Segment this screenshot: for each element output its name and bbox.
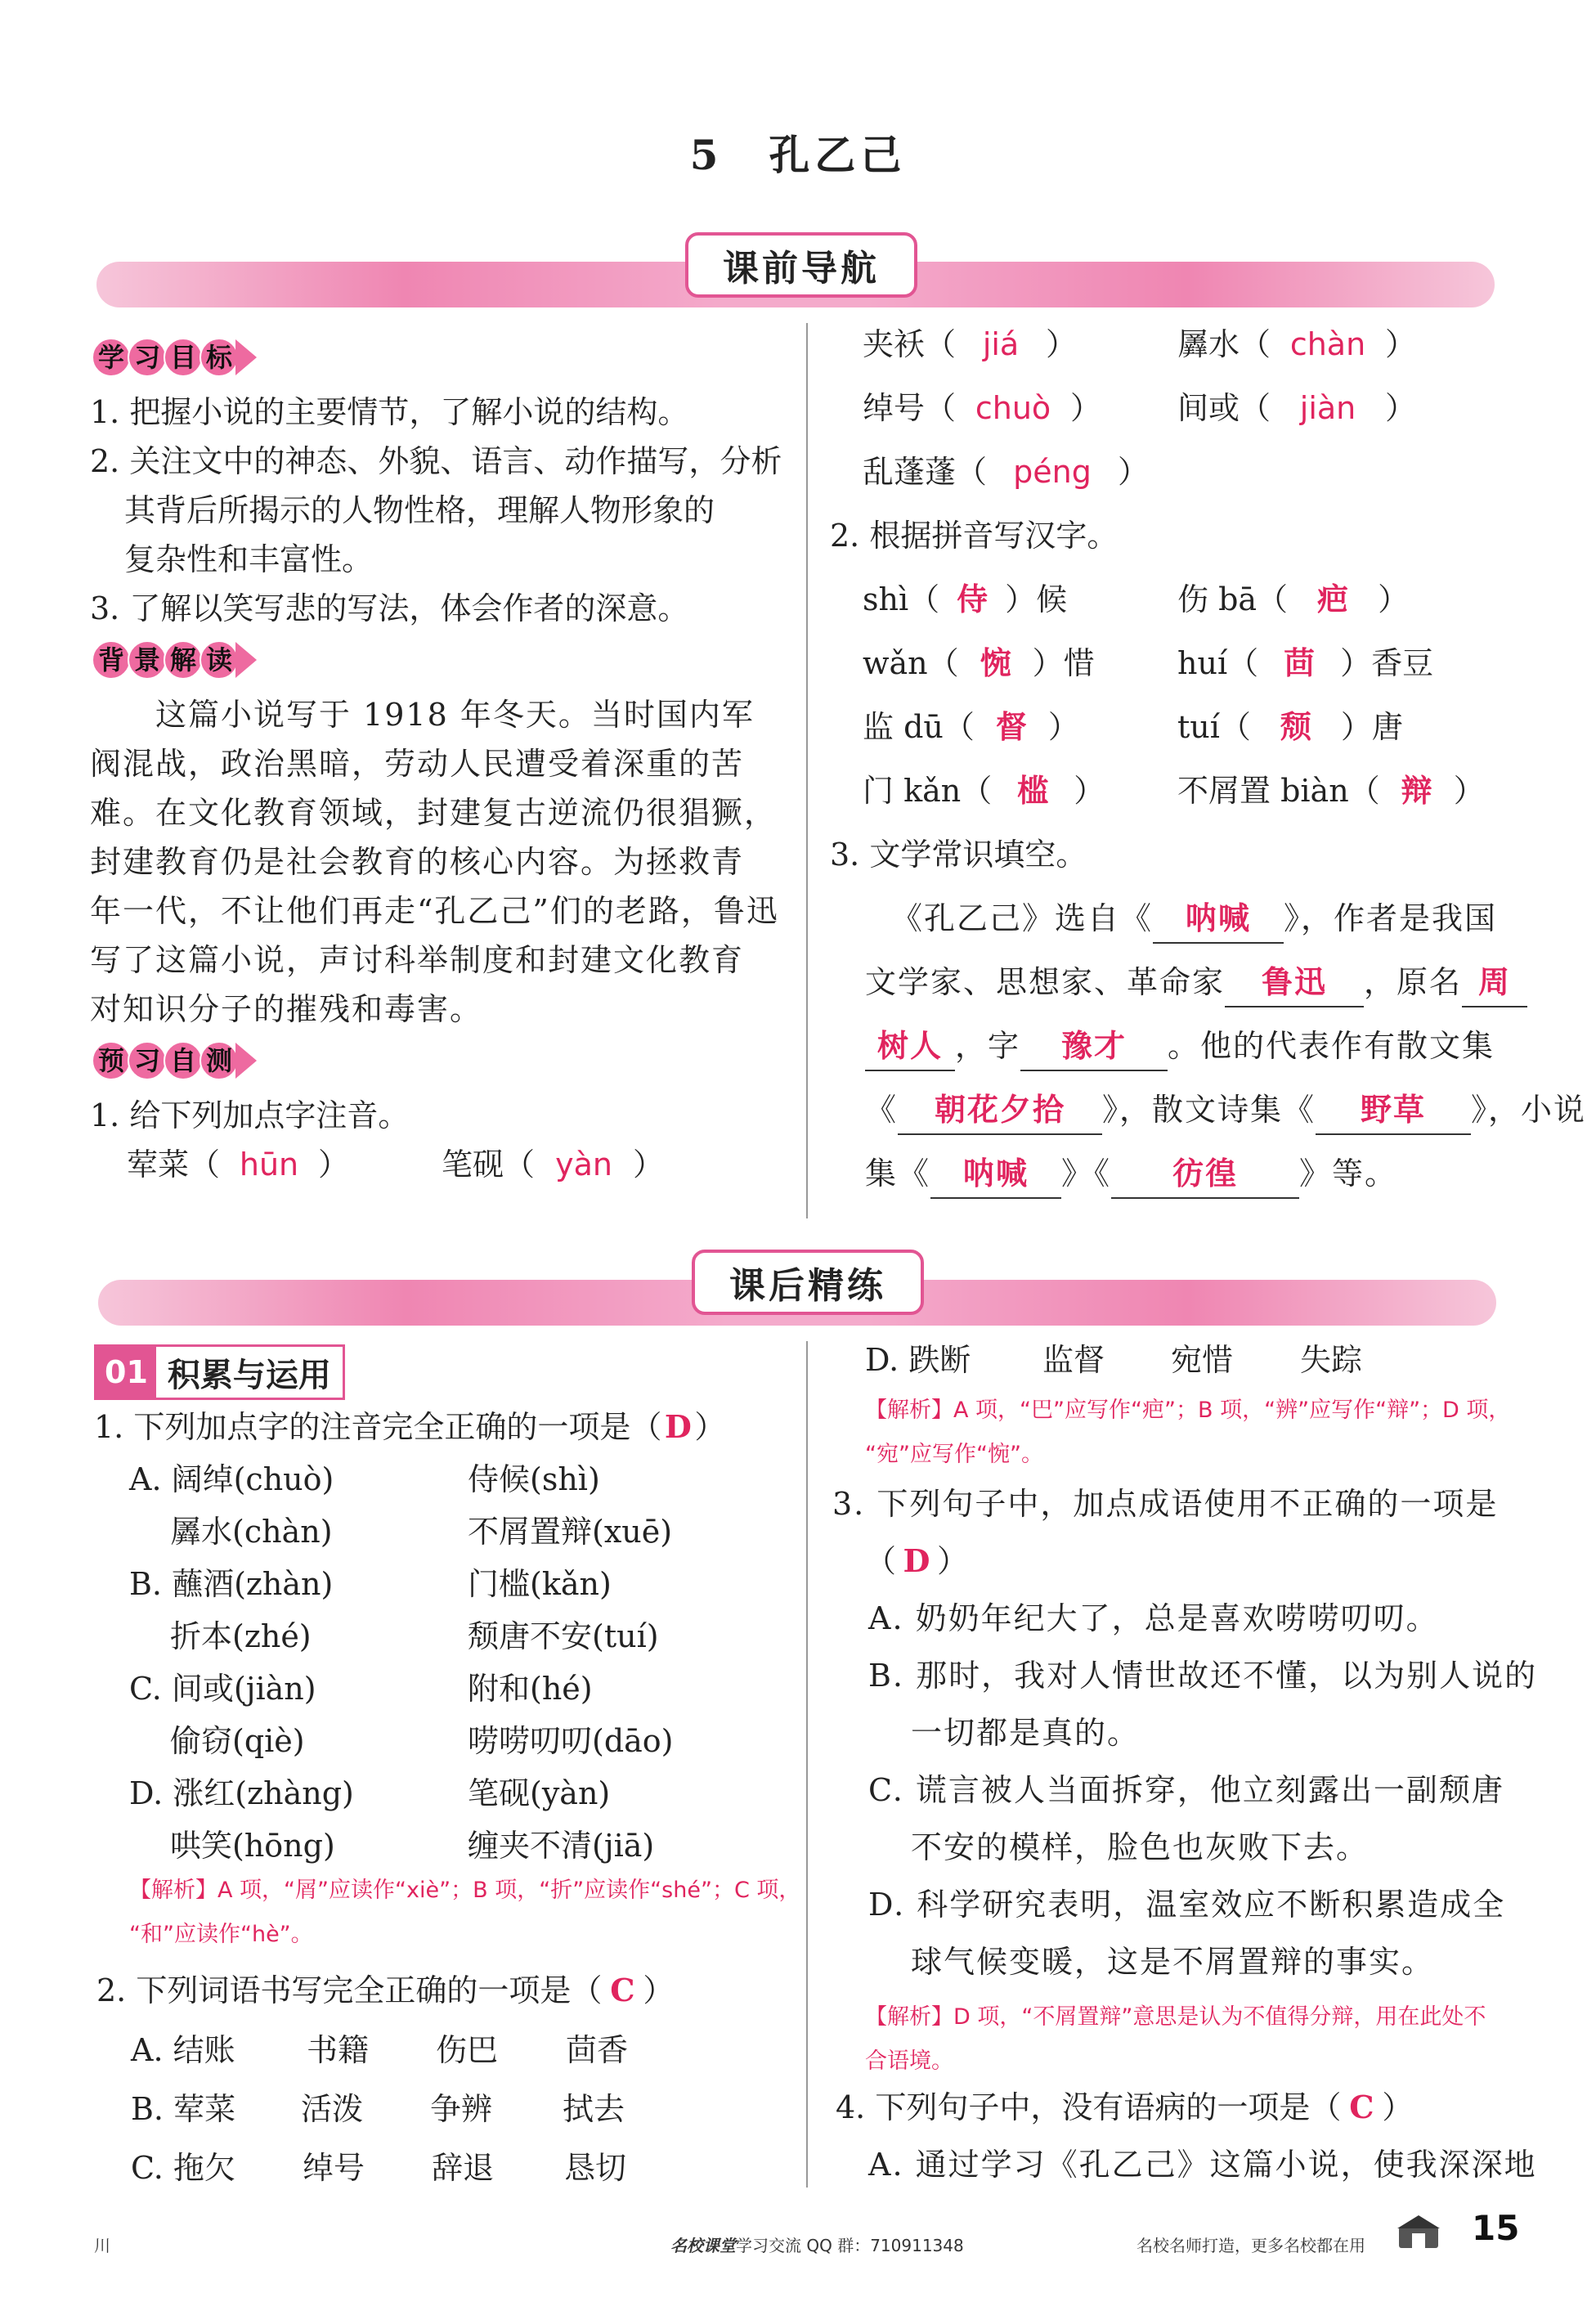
q2-analysis: 【解析】A 项，“巴”应写作“疤”；B 项，“辨”应写作“辩”；D 项， bbox=[865, 1398, 1511, 1423]
tag-char: 预 bbox=[92, 1041, 131, 1080]
q2-option: 争辨 bbox=[430, 2091, 493, 2127]
preview-q1: 1. 给下列加点字注音。 bbox=[90, 1097, 410, 1133]
goal-2: 2. 关注文中的神态、外貌、语言、动作描写，分析 bbox=[90, 443, 782, 479]
q1-analysis-cont: “和”应读作“hè”。 bbox=[129, 1922, 313, 1947]
q3-option: B. 那时，我对人情世故还不懂，以为别人说的 bbox=[868, 1658, 1538, 1694]
practice-q3-answer: （ D ） bbox=[865, 1542, 969, 1579]
background-line: 年一代，不让他们再走“孔乙己”们的老路，鲁迅 bbox=[90, 893, 779, 929]
practice-q3: 3. 下列句子中，加点成语使用不正确的一项是 bbox=[832, 1486, 1499, 1522]
q3-option: D. 科学研究表明，温室效应不断积累造成全 bbox=[868, 1887, 1506, 1923]
section-number: 01 bbox=[96, 1347, 156, 1398]
q2-option: 茴香 bbox=[566, 2032, 629, 2068]
goal-2-cont: 其背后所揭示的人物性格，理解人物形象的 bbox=[124, 492, 715, 528]
pinyin-item: 荤菜（ hūn ） bbox=[127, 1147, 350, 1182]
q1-option: 附和(hé) bbox=[468, 1671, 593, 1707]
q3-line2: 文学家、思想家、革命家 鲁迅 ，原名 周 bbox=[865, 958, 1527, 1007]
q2-option: 拭去 bbox=[563, 2091, 625, 2127]
q3-option: C. 谎言被人当面拆穿，他立刻露出一副颓唐 bbox=[868, 1772, 1504, 1808]
q1-option: 侍候(shì) bbox=[468, 1461, 600, 1497]
q1-option: 颓唐不安(tuí) bbox=[468, 1618, 659, 1654]
q1-option: 笔砚(yàn) bbox=[468, 1775, 611, 1811]
q1-option: D. 涨红(zhàng) bbox=[129, 1775, 354, 1811]
hanzi-item: huí（ 茴 ）香豆 bbox=[1177, 644, 1434, 681]
q1-option: C. 间或(jiàn) bbox=[129, 1671, 316, 1707]
q1-analysis: 【解析】A 项，“屑”应读作“xiè”；B 项，“折”应读作“shé”；C 项， bbox=[129, 1878, 801, 1903]
q2-option: B. 荤菜 bbox=[131, 2091, 236, 2127]
page-number: 15 bbox=[1472, 2208, 1520, 2248]
goal-3: 3. 了解以笑写悲的写法，体会作者的深意。 bbox=[90, 590, 689, 626]
q2-option: 绰号 bbox=[303, 2150, 365, 2186]
hanzi-item: 不屑置 biàn（ 辩 ） bbox=[1177, 772, 1485, 809]
q3-line3: 树人 ，字 豫才 。他的代表作有散文集 bbox=[865, 1022, 1495, 1071]
q3-line4: 《 朝花夕拾 》，散文诗集《 野草 》，小说 bbox=[865, 1086, 1586, 1135]
q2-option: 书籍 bbox=[307, 2032, 370, 2068]
q3-option: A. 奶奶年纪大了，总是喜欢唠唠叨叨。 bbox=[868, 1600, 1439, 1636]
tag-char: 目 bbox=[164, 338, 203, 377]
q2-option: 宛惜 bbox=[1171, 1342, 1234, 1378]
hanzi-item: 监 dū（ 督 ） bbox=[863, 708, 1079, 745]
q2-option: 恳切 bbox=[564, 2150, 627, 2186]
q3-option: 球气候变暖，这是不屑置辩的事实。 bbox=[911, 1944, 1435, 1980]
q1-option: 不屑置辩(xuē) bbox=[468, 1514, 673, 1550]
pinyin-item: 羼水（ chàn ） bbox=[1177, 326, 1417, 362]
tag-background bbox=[92, 639, 257, 680]
hanzi-item: wǎn（ 惋 ）惜 bbox=[863, 644, 1095, 681]
tag-char: 读 bbox=[200, 640, 239, 680]
banner-post-class-label: 课后精练 bbox=[692, 1250, 924, 1315]
hanzi-item: 伤 bā（ 疤 ） bbox=[1177, 581, 1410, 617]
q2-option: 伤巴 bbox=[436, 2032, 499, 2068]
preview-q3: 3. 文学常识填空。 bbox=[830, 837, 1087, 873]
tag-arrow bbox=[235, 642, 257, 678]
q3-analysis-cont: 合语境。 bbox=[865, 2048, 953, 2074]
q2-option: C. 拖欠 bbox=[131, 2150, 235, 2186]
logo-icon bbox=[1394, 2212, 1443, 2253]
q2-option: 失踪 bbox=[1300, 1342, 1363, 1378]
hanzi-item: 门 kǎn（ 槛 ） bbox=[863, 772, 1105, 809]
tag-char: 标 bbox=[200, 338, 239, 377]
q1-option: 哄笑(hōng) bbox=[170, 1828, 335, 1864]
pinyin-item: 间或（ jiàn ） bbox=[1177, 390, 1417, 426]
hanzi-item: tuí（ 颓 ）唐 bbox=[1177, 708, 1403, 745]
q1-option: 折本(zhé) bbox=[170, 1618, 312, 1654]
footer-center: 名校课堂学习交流 QQ 群：710911348 bbox=[670, 2236, 964, 2255]
q1-option: A. 阔绰(chuò) bbox=[129, 1461, 334, 1497]
tag-preview bbox=[92, 1040, 257, 1081]
q4-option: A. 通过学习《孔乙己》这篇小说，使我深深地 bbox=[868, 2147, 1537, 2183]
footer-right: 名校名师打造，更多名校都在用 bbox=[1136, 2236, 1365, 2255]
hanzi-item: shì（ 侍 ）候 bbox=[863, 581, 1068, 617]
q1-option: 唠唠叨叨(dāo) bbox=[468, 1723, 674, 1759]
tag-char: 学 bbox=[92, 338, 131, 377]
q2-option: 辞退 bbox=[432, 2150, 495, 2186]
q3-option: 不安的模样，脸色也灰败下去。 bbox=[911, 1829, 1370, 1865]
tag-char: 习 bbox=[128, 338, 167, 377]
tag-char: 测 bbox=[200, 1041, 239, 1080]
tag-char: 景 bbox=[128, 640, 167, 680]
tag-char: 背 bbox=[92, 640, 131, 680]
pinyin-item: 夹袄（ jiá ） bbox=[863, 326, 1078, 362]
q1-option: 羼水(chàn) bbox=[170, 1514, 333, 1550]
pinyin-item: 乱蓬蓬（ péng ） bbox=[863, 454, 1150, 490]
tag-char: 解 bbox=[164, 640, 203, 680]
background-line: 对知识分子的摧残和毒害。 bbox=[90, 991, 483, 1027]
q3-line1: 《孔乙己》选自《 呐喊 》，作者是我国 bbox=[891, 895, 1497, 944]
footer-left: 川 bbox=[94, 2236, 110, 2255]
q2-option: A. 结账 bbox=[131, 2032, 235, 2068]
pinyin-item: 绰号（ chuò ） bbox=[863, 390, 1102, 426]
tag-learning-goal bbox=[92, 337, 257, 378]
banner-pre-class-label: 课前导航 bbox=[685, 232, 917, 298]
section-accumulation bbox=[94, 1344, 345, 1400]
background-line: 难。在文化教育领域，封建复古逆流仍很猖獗， bbox=[90, 795, 778, 831]
q1-option: 偷窃(qiè) bbox=[170, 1723, 305, 1759]
practice-q4: 4. 下列句子中，没有语病的一项是（ C ） bbox=[836, 2089, 1414, 2125]
q2-option: 监督 bbox=[1042, 1342, 1105, 1378]
preview-q2: 2. 根据拼音写汉字。 bbox=[830, 518, 1119, 554]
practice-q1: 1. 下列加点字的注音完全正确的一项是（D） bbox=[94, 1408, 726, 1445]
q2-analysis-cont: “宛”应写作“惋”。 bbox=[865, 1442, 1043, 1467]
background-line: 阀混战，政治黑暗，劳动人民遭受着深重的苦 bbox=[90, 746, 745, 782]
tag-char: 自 bbox=[164, 1041, 203, 1080]
background-line: 写了这篇小说，声讨科举制度和封建文化教育 bbox=[90, 942, 745, 978]
page-title: 5 孔乙己 bbox=[689, 131, 907, 179]
goal-2-cont2: 复杂性和丰富性。 bbox=[124, 541, 374, 577]
q1-option: 缠夹不清(jiā) bbox=[468, 1828, 655, 1864]
q2-option: 活泼 bbox=[301, 2091, 364, 2127]
column-divider bbox=[806, 1341, 808, 2188]
pinyin-item: 笔砚（ yàn ） bbox=[442, 1147, 665, 1182]
section-label: 积累与运用 bbox=[167, 1355, 331, 1394]
q3-line5: 集《 呐喊 》《 彷徨 》等。 bbox=[865, 1150, 1397, 1199]
q1-option: B. 蘸酒(zhàn) bbox=[129, 1566, 334, 1602]
q3-analysis: 【解析】D 项，“不屑置辩”意思是认为不值得分辩，用在此处不 bbox=[865, 2004, 1486, 2030]
column-divider bbox=[806, 323, 808, 1218]
background-line: 这篇小说写于 1918 年冬天。当时国内军 bbox=[155, 697, 755, 733]
q3-option: 一切都是真的。 bbox=[911, 1715, 1141, 1751]
tag-char: 习 bbox=[128, 1041, 167, 1080]
practice-q2: 2. 下列词语书写完全正确的一项是（ C ） bbox=[96, 1972, 675, 2008]
q1-option: 门槛(kǎn) bbox=[468, 1566, 612, 1602]
tag-arrow bbox=[235, 339, 257, 375]
goal-1: 1. 把握小说的主要情节，了解小说的结构。 bbox=[90, 394, 689, 430]
tag-arrow bbox=[235, 1043, 257, 1079]
q2-option: D. 跌断 bbox=[865, 1342, 971, 1378]
background-line: 封建教育仍是社会教育的核心内容。为拯救青 bbox=[90, 844, 745, 880]
